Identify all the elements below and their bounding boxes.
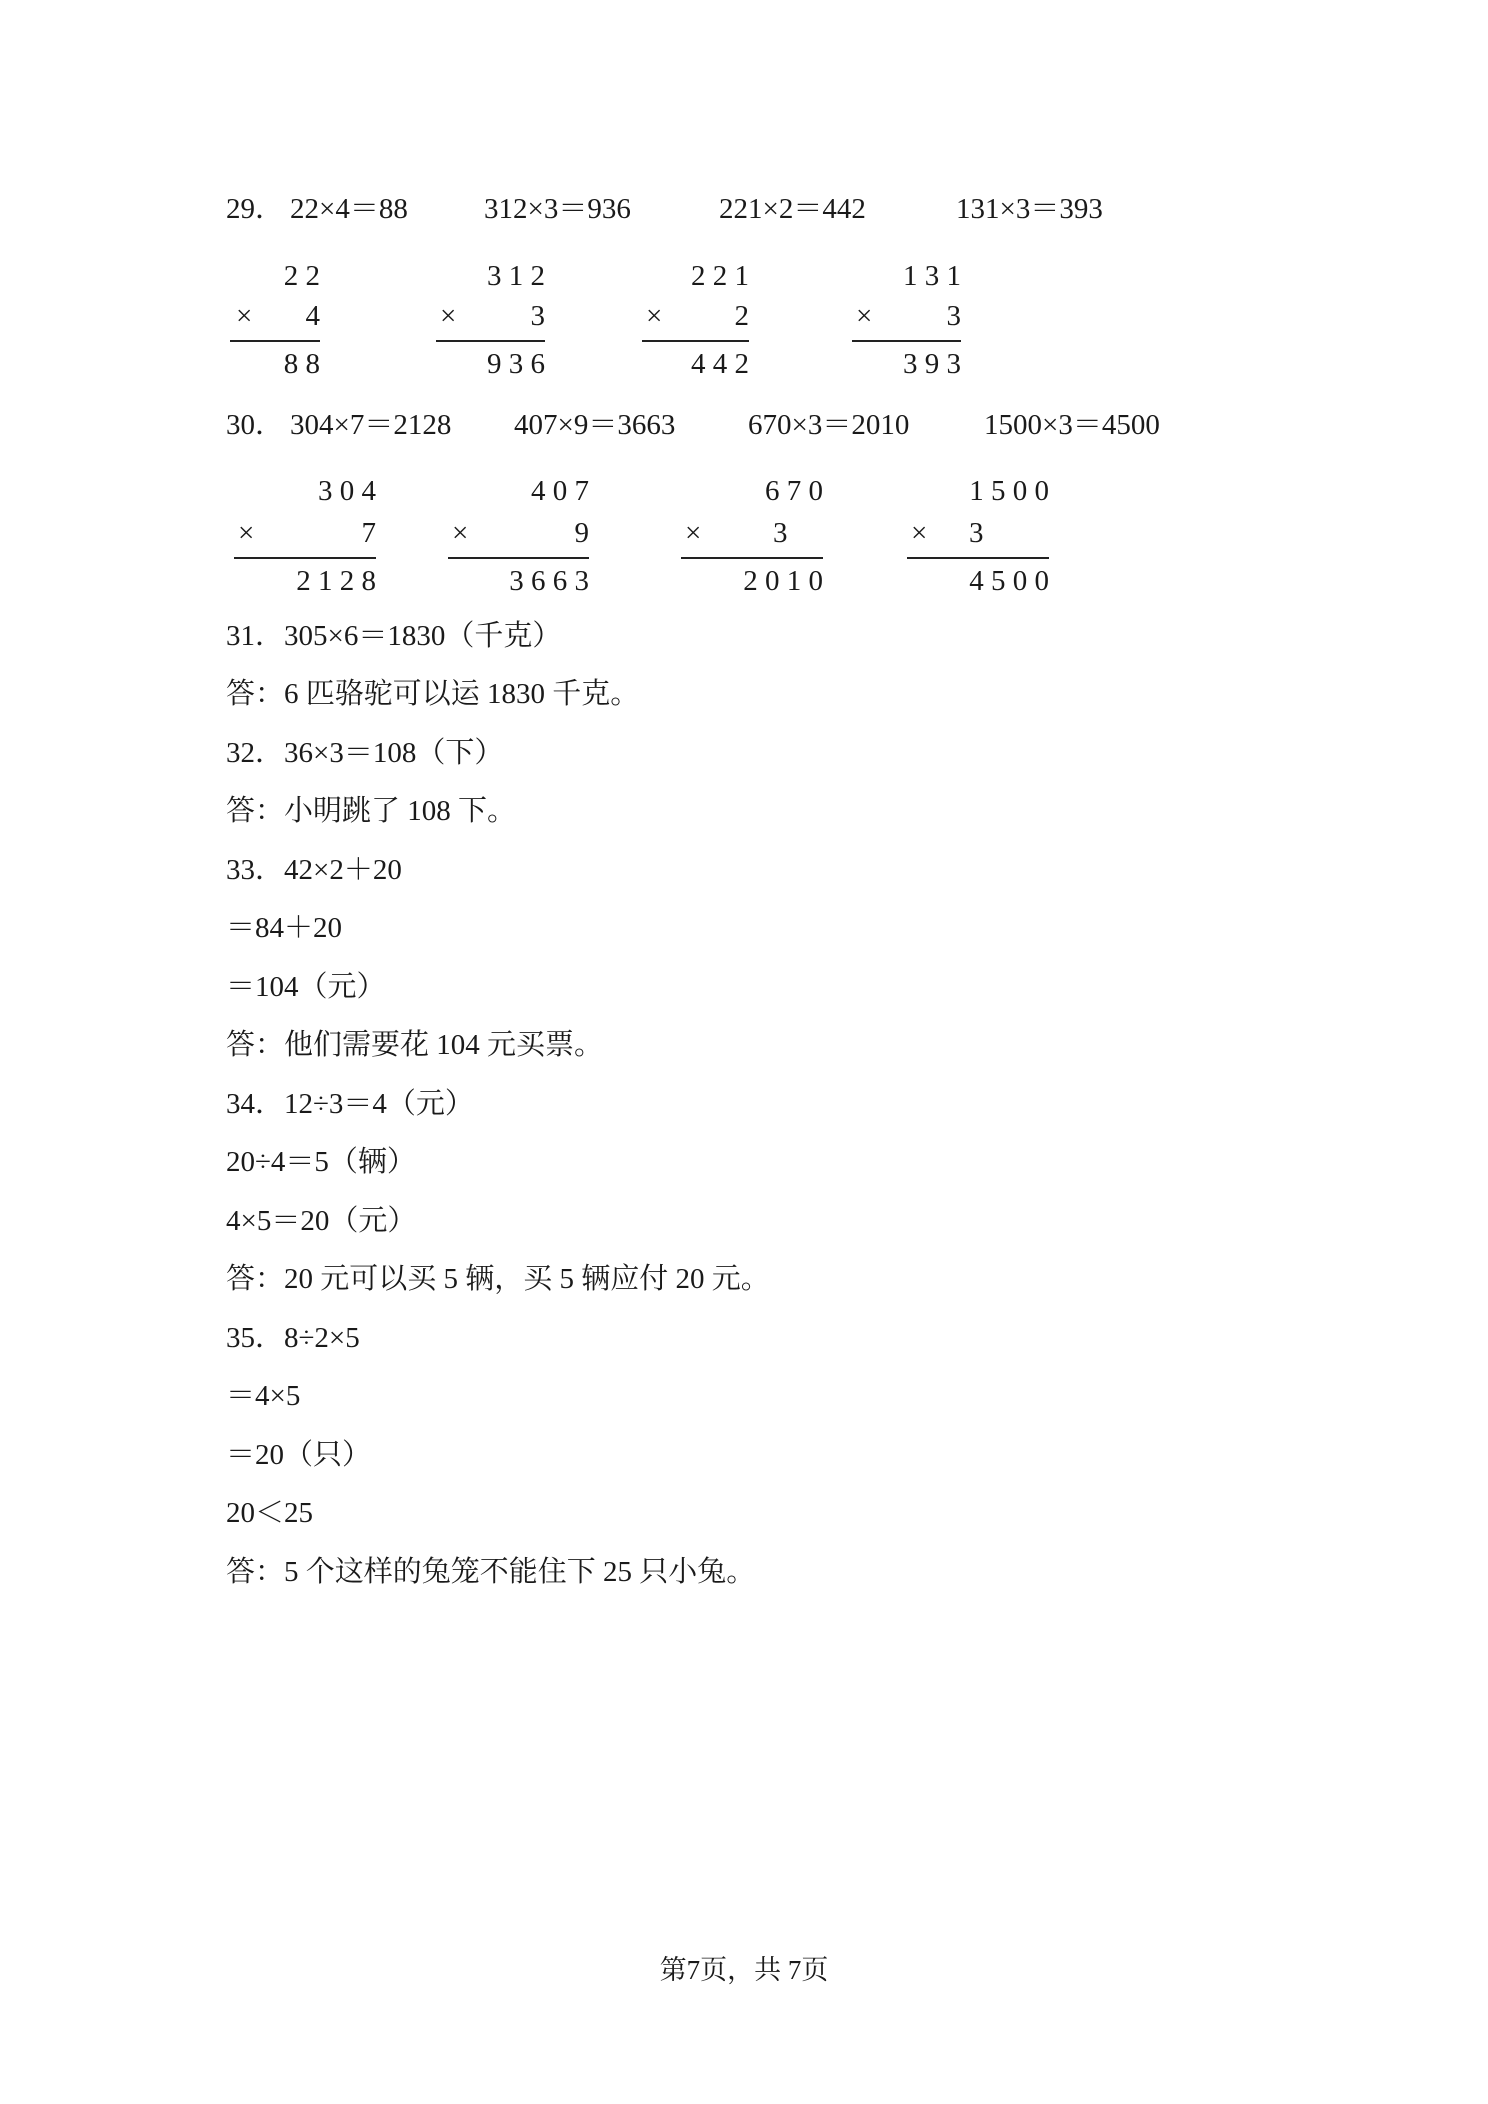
q34-step: 4×5＝20（元）: [226, 1205, 417, 1237]
multiplicand: 1 5 0 0: [969, 475, 1049, 507]
q29-equation: 221×2＝442: [719, 193, 866, 225]
q29-vertical-mult: [436, 258, 545, 388]
product: 2 1 2 8: [296, 565, 376, 597]
q32-answer: 答：小明跳了 108 下。: [226, 795, 517, 827]
multiplicand: 1 3 1: [903, 260, 961, 292]
rule-line: [681, 557, 823, 559]
q29-equation: 312×3＝936: [484, 193, 631, 225]
multiplier: 7: [361, 517, 376, 549]
q30-equation: 407×9＝3663: [514, 409, 676, 441]
q29-equation: 131×3＝393: [956, 193, 1103, 225]
multiplier: 3: [773, 517, 788, 549]
multiplicand: 6 7 0: [765, 475, 823, 507]
multiply-sign: ×: [646, 300, 663, 332]
q34-answer: 答：20 元可以买 5 辆，买 5 辆应付 20 元。: [226, 1263, 770, 1295]
q35-comparison: 20＜25: [226, 1497, 314, 1529]
q30-number: 30．: [226, 409, 285, 441]
multiplicand: 3 0 4: [318, 475, 376, 507]
q35-answer: 答：5 个这样的兔笼不能住下 25 只小兔。: [226, 1556, 756, 1588]
q33-equation: 33．42×2＋20: [226, 854, 402, 886]
multiplicand: 4 0 7: [531, 475, 589, 507]
multiplier: 3: [969, 517, 984, 549]
q29-vertical-mult: [230, 258, 320, 388]
q30-vertical-mult: [681, 473, 823, 603]
product: 4 4 2: [691, 348, 749, 380]
q33-step: ＝84＋20: [226, 912, 343, 944]
product: 8 8: [283, 348, 320, 380]
q32-equation: 32．36×3＝108（下）: [226, 737, 504, 769]
multiplier: 9: [574, 517, 589, 549]
q30-equation: 670×3＝2010: [748, 409, 910, 441]
q29-vertical-mult: [852, 258, 961, 388]
rule-line: [642, 340, 749, 342]
q34-equation: 34．12÷3＝4（元）: [226, 1088, 474, 1120]
rule-line: [234, 557, 376, 559]
q29-number: 29．: [226, 193, 285, 225]
multiplicand: 3 1 2: [487, 260, 545, 292]
q30-vertical-mult: [234, 473, 376, 603]
product: 4 5 0 0: [969, 565, 1049, 597]
q31-equation: 31．305×6＝1830（千克）: [226, 620, 562, 652]
multiply-sign: ×: [685, 517, 702, 549]
multiply-sign: ×: [911, 517, 928, 549]
product: 3 9 3: [903, 348, 961, 380]
page-footer: 第7页，共 7页: [659, 1955, 829, 1985]
q30-equation: 1500×3＝4500: [984, 409, 1160, 441]
q30-vertical-mult: [448, 473, 589, 603]
q29-equation: 22×4＝88: [290, 193, 408, 225]
product: 9 3 6: [487, 348, 545, 380]
rule-line: [448, 557, 589, 559]
q35-step: ＝4×5: [226, 1380, 301, 1412]
product: 2 0 1 0: [743, 565, 823, 597]
multiplier: 4: [305, 300, 320, 332]
rule-line: [907, 557, 1049, 559]
multiply-sign: ×: [440, 300, 457, 332]
multiplicand: 2 2 1: [691, 260, 749, 292]
multiplier: 3: [530, 300, 545, 332]
multiplier: 3: [946, 300, 961, 332]
rule-line: [852, 340, 961, 342]
q30-equation: 304×7＝2128: [290, 409, 452, 441]
q35-step: ＝20（只）: [226, 1439, 372, 1471]
multiply-sign: ×: [238, 517, 255, 549]
q34-step: 20÷4＝5（辆）: [226, 1146, 416, 1178]
multiplier: 2: [734, 300, 749, 332]
q35-equation: 35．8÷2×5: [226, 1322, 360, 1354]
q31-answer: 答：6 匹骆驼可以运 1830 千克。: [226, 678, 640, 710]
q29-vertical-mult: [642, 258, 749, 388]
q33-answer: 答：他们需要花 104 元买票。: [226, 1029, 604, 1061]
multiplicand: 2 2: [283, 260, 320, 292]
rule-line: [436, 340, 545, 342]
q33-step: ＝104（元）: [226, 971, 386, 1003]
rule-line: [230, 340, 320, 342]
q30-vertical-mult: [907, 473, 1049, 603]
multiply-sign: ×: [236, 300, 253, 332]
product: 3 6 6 3: [509, 565, 589, 597]
multiply-sign: ×: [452, 517, 469, 549]
multiply-sign: ×: [856, 300, 873, 332]
